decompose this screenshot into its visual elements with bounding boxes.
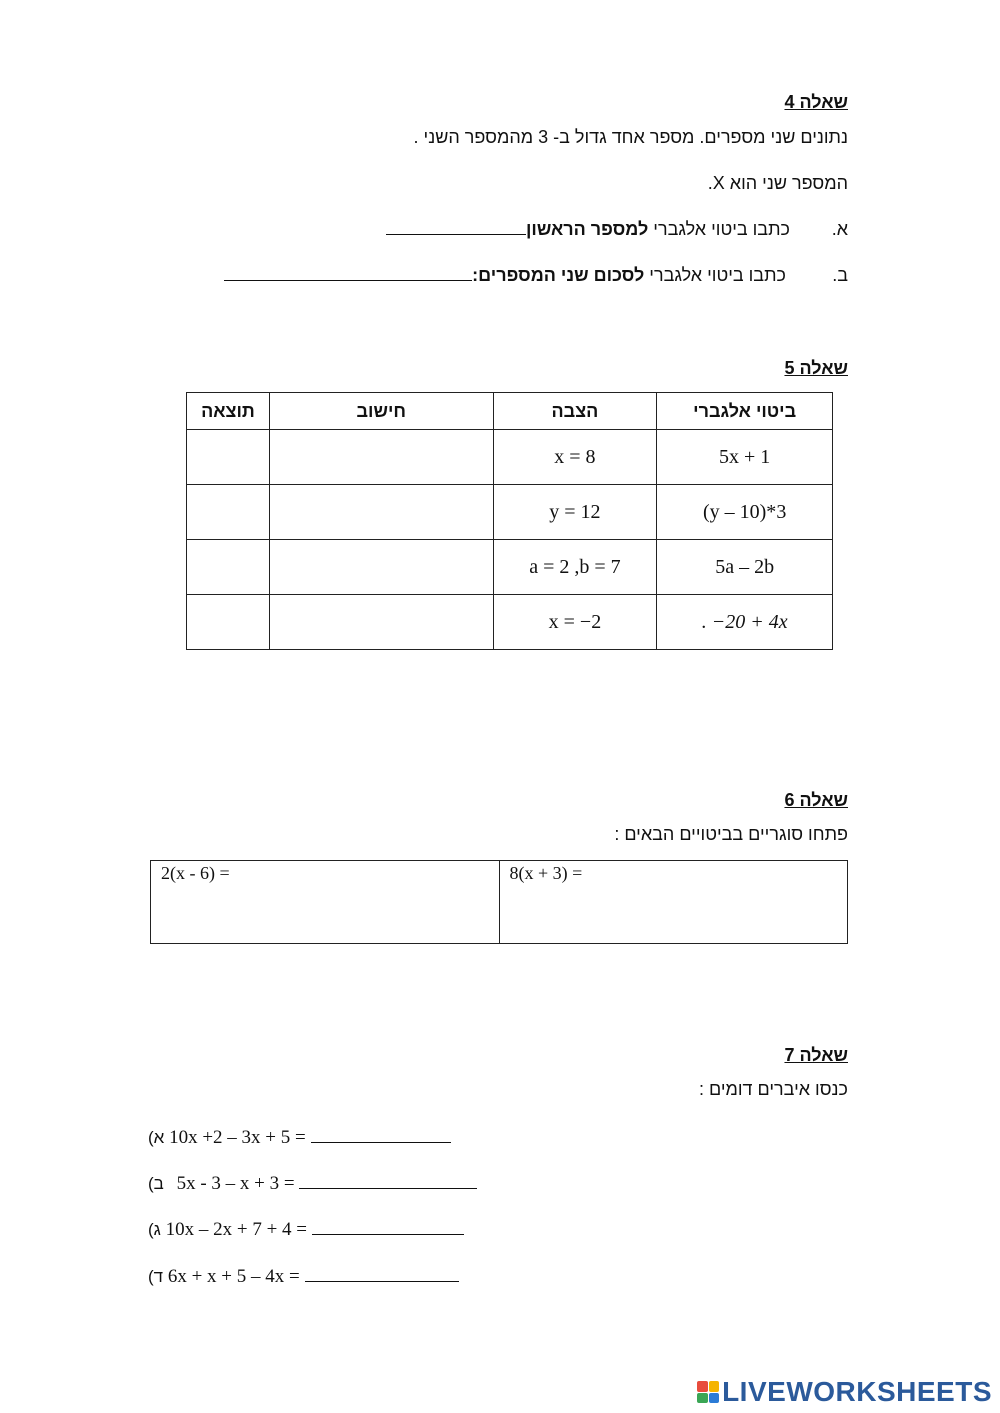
q7-item-c: [148, 1218, 464, 1241]
result-cell[interactable]: [187, 540, 270, 595]
expand-cell-left[interactable]: [151, 861, 500, 944]
liveworksheets-logo-icon: [697, 1381, 719, 1403]
table-row: [187, 430, 833, 485]
q4-answer-a[interactable]: [386, 218, 526, 235]
q7-item-label: ד): [148, 1267, 164, 1286]
q4-item-b-bold: לסכום שני המספרים:: [472, 265, 645, 285]
q7-item-a: [148, 1126, 451, 1149]
table-row: [151, 861, 848, 944]
logo-square-1: [697, 1381, 708, 1392]
q7-answer-d[interactable]: [305, 1265, 459, 1282]
q7-instruction: כנסו איברים דומים :: [698, 1079, 848, 1099]
table-row: [187, 540, 833, 595]
q7-item-b: [148, 1172, 477, 1195]
logo-square-2: [709, 1381, 720, 1392]
q4-answer-b[interactable]: [224, 264, 472, 281]
substitution-cell: x = 8: [493, 430, 657, 485]
q7-item-expr: 10x +2 – 3x + 5 =: [169, 1127, 306, 1148]
q7-answer-a[interactable]: [311, 1126, 451, 1143]
q7-item-label: ג): [148, 1220, 161, 1239]
q7-heading: שאלה 7: [784, 1045, 848, 1065]
table-header-row: [187, 393, 833, 430]
calculation-cell[interactable]: [269, 430, 493, 485]
q7-answer-b[interactable]: [299, 1172, 477, 1189]
q6-heading: שאלה 6: [784, 790, 848, 810]
expression-cell: . −20 + 4x: [657, 595, 833, 650]
expand-cell-right[interactable]: [499, 861, 848, 944]
q6-instruction: פתחו סוגריים בביטויים הבאים :: [614, 824, 848, 844]
result-cell[interactable]: [187, 595, 270, 650]
q4-item-b: [224, 264, 848, 286]
header-expression: ביטוי אלגברי: [657, 393, 833, 430]
table-row: [187, 485, 833, 540]
substitution-table: [186, 392, 833, 650]
q4-item-a: [386, 218, 848, 240]
substitution-cell: y = 12: [493, 485, 657, 540]
liveworksheets-logo-text: LIVEWORKSHEETS: [722, 1376, 992, 1407]
calculation-cell[interactable]: [269, 595, 493, 650]
header-result: תוצאה: [187, 393, 270, 430]
q7-item-expr: 6x + x + 5 – 4x =: [167, 1266, 300, 1287]
logo-square-4: [709, 1393, 720, 1404]
expression-cell: 3*(y – 10): [657, 485, 833, 540]
q4-item-a-bold: למספר הראשון: [525, 219, 649, 239]
expression-cell: 5a – 2b: [657, 540, 833, 595]
q7-answer-c[interactable]: [312, 1218, 464, 1235]
q4-item-a-label: א.: [831, 219, 848, 239]
substitution-cell: a = 2 ,b = 7: [493, 540, 657, 595]
q7-item-label: א): [148, 1128, 165, 1147]
q4-heading: שאלה 4: [784, 92, 848, 112]
calculation-cell[interactable]: [269, 540, 493, 595]
q4-line1: נתונים שני מספרים. מספר אחד גדול ב- 3 מהמספר השני .: [413, 127, 848, 147]
result-cell[interactable]: [187, 485, 270, 540]
expand-expr-left: 2(x - 6) =: [161, 863, 230, 883]
expand-expr-right: 8(x + 3) =: [509, 863, 583, 883]
header-calculation: חישוב: [269, 393, 493, 430]
q4-item-b-text: כתבו ביטוי אלגברי: [644, 265, 786, 285]
table-row: [187, 595, 833, 650]
liveworksheets-logo[interactable]: [697, 1376, 992, 1408]
q7-item-expr: 10x – 2x + 7 + 4 =: [165, 1219, 308, 1240]
q4-item-a-text: כתבו ביטוי אלגברי: [648, 219, 790, 239]
q7-item-expr: 5x - 3 – x + 3 =: [176, 1173, 295, 1194]
q4-item-b-label: ב.: [832, 265, 848, 285]
calculation-cell[interactable]: [269, 485, 493, 540]
substitution-cell: x = −2: [493, 595, 657, 650]
result-cell[interactable]: [187, 430, 270, 485]
q7-item-label: ב): [148, 1174, 164, 1193]
q5-heading: שאלה 5: [784, 358, 848, 378]
expression-cell: 5x + 1: [657, 430, 833, 485]
q7-item-d: [148, 1265, 459, 1288]
header-substitution: הצבה: [493, 393, 657, 430]
q4-line2: המספר שני הוא X.: [707, 173, 848, 193]
expand-brackets-table: [150, 860, 848, 944]
logo-square-3: [697, 1393, 708, 1404]
